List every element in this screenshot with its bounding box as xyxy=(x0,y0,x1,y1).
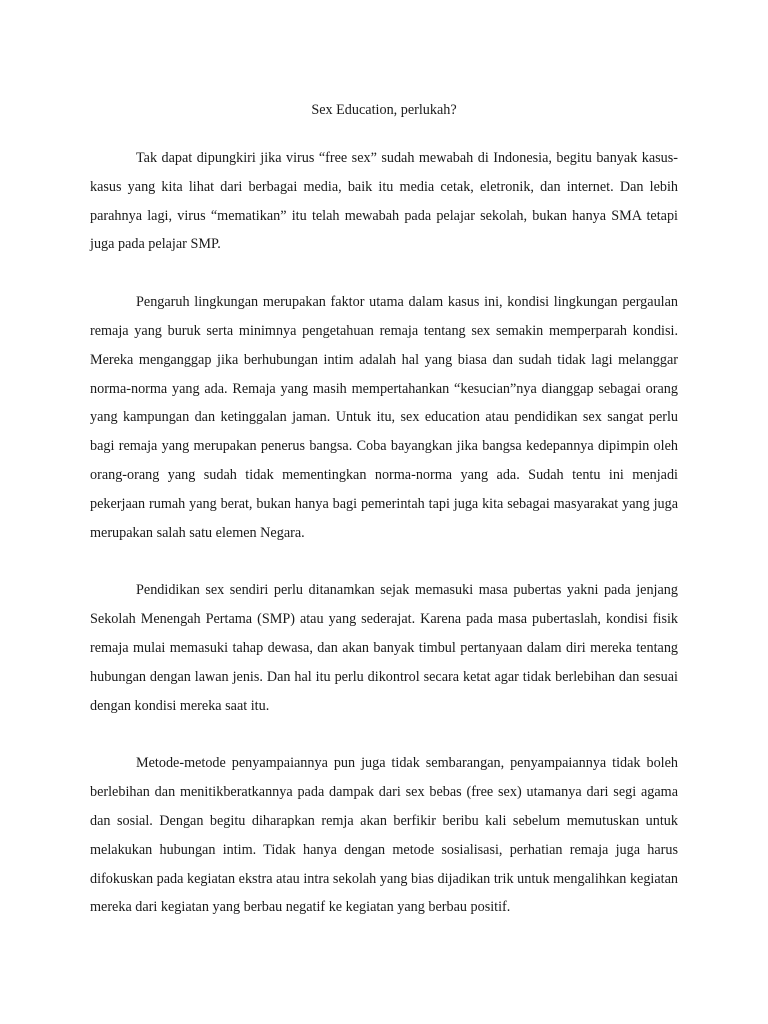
paragraph-4: Metode-metode penyampaiannya pun juga tidak sembarangan, penyampaiannya tidak boleh berlebihan dan menitikberatkannya pada dampak dari sex bebas (free sex) utamanya dari segi agama dan sosial. Dengan begitu diharapkan remja akan berfikir beribu kali sebelum memutuskan untuk melakukan hubungan intim. Tidak hanya dengan metode sosialisasi, perhatian remaja juga harus difokuskan pada kegiatan ekstra atau intra sekolah yang bias dijadikan trik untuk mengalihkan kegiatan mereka dari kegiatan yang berbau negatif ke kegiatan yang berbau positif. xyxy=(90,755,678,916)
document-title: Sex Education, perlukah? xyxy=(311,102,457,118)
paragraph-3: Pendidikan sex sendiri perlu ditanamkan sejak memasuki masa pubertas yakni pada jenjang Sekolah Menengah Pertama (SMP) atau yang sederajat. Karena pada masa pubertaslah, kondisi fisik remaja mulai memasuki tahap dewasa, dan akan banyak timbul pertanyaan dalam diri mereka tentang hubungan dengan lawan jenis. Dan hal itu perlu dikontrol secara ketat agar tidak berlebihan dan sesuai dengan kondisi mereka saat itu. xyxy=(90,582,678,714)
document-body xyxy=(90,144,678,922)
paragraph-2: Pengaruh lingkungan merupakan faktor utama dalam kasus ini, kondisi lingkungan pergaulan remaja yang buruk serta minimnya pengetahuan remaja tentang sex semakin memperparah kondisi. Mereka menganggap jika berhubungan intim adalah hal yang biasa dan sudah tidak lagi melanggar norma-norma yang ada. Remaja yang masih mempertahankan “kesucian”nya dianggap sebagai orang yang kampungan dan ketinggalan jaman. Untuk itu, sex education atau pendidikan sex sangat perlu bagi remaja yang merupakan penerus bangsa. Coba bayangkan jika bangsa kedepannya dipimpin oleh orang-orang yang sudah tidak mementingkan norma-norma yang ada. Sudah tentu ini menjadi pekerjaan rumah yang berat, bukan hanya bagi pemerintah tapi juga kita sebagai masyarakat yang juga merupakan salah satu elemen Negara. xyxy=(90,294,678,541)
paragraph-1: Tak dapat dipungkiri jika virus “free sex” sudah mewabah di Indonesia, begitu banyak kasus-kasus yang kita lihat dari berbagai media, baik itu media cetak, eletronik, dan internet. Dan lebih parahnya lagi, virus “mematikan” itu telah mewabah pada pelajar sekolah, bukan hanya SMA tetapi juga pada pelajar SMP. xyxy=(90,150,678,253)
